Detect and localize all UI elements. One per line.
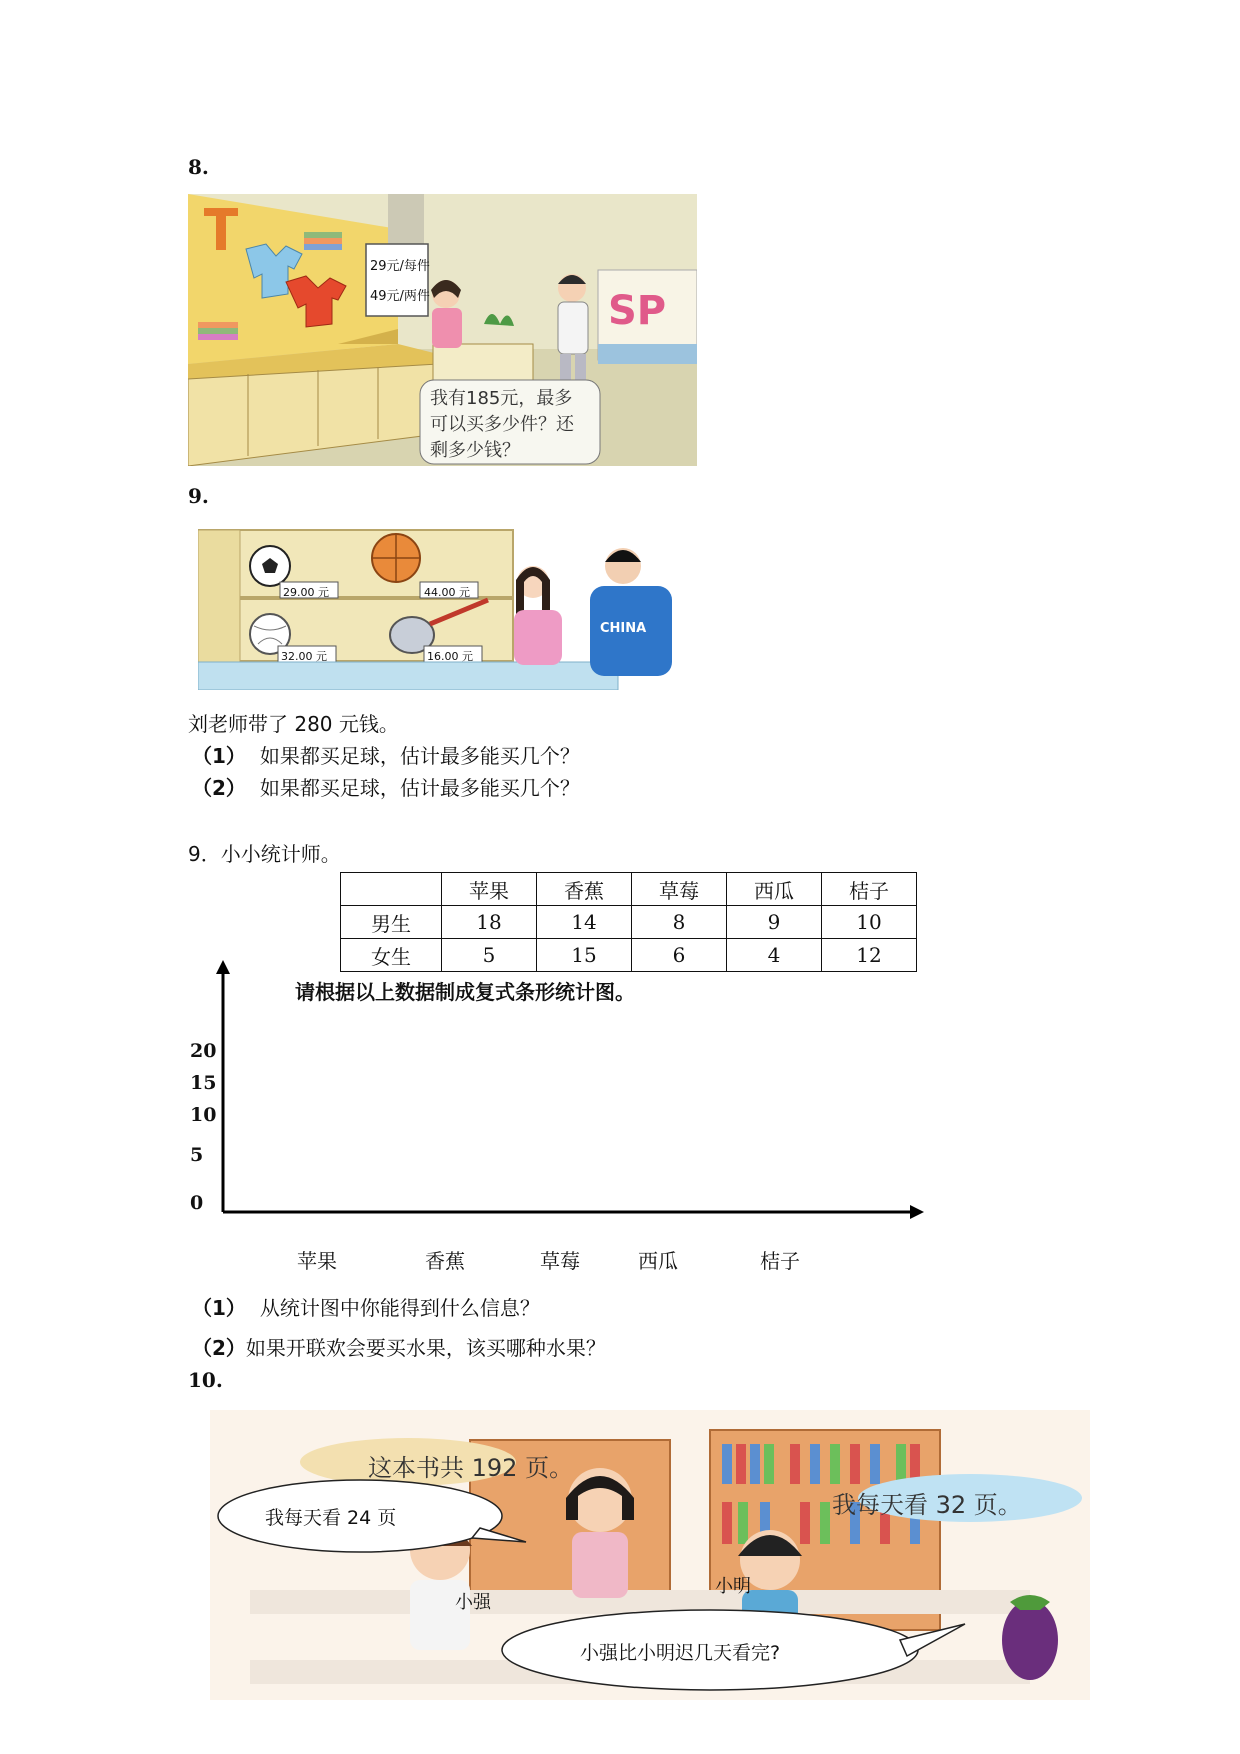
q9b-question-1	[192, 1292, 540, 1321]
table-cell: 12	[822, 939, 917, 972]
question-index: （2）	[192, 1336, 246, 1360]
sign-price-single: 29元/每件	[370, 259, 430, 274]
svg-text:SP: SP	[608, 288, 667, 334]
sports-shop-illustration	[198, 520, 672, 690]
clothing-shop-illustration	[188, 194, 697, 466]
price-tag-football: 29.00 元	[283, 586, 329, 599]
table-cell: 5	[442, 939, 537, 972]
question-10-number: 10.	[188, 1368, 223, 1392]
table-header-cell: 香蕉	[537, 873, 632, 906]
table-cell: 10	[822, 906, 917, 939]
speech-line: 我有185元，最多	[430, 388, 573, 409]
table-header-cell: 西瓜	[727, 873, 822, 906]
table-cell: 18	[442, 906, 537, 939]
table-cell: 15	[537, 939, 632, 972]
question-index: （2）	[192, 776, 246, 800]
sign-price-pair: 49元/两件	[370, 289, 430, 304]
table-cell: 4	[727, 939, 822, 972]
x-category-label: 西瓜	[638, 1249, 678, 1273]
name-label-xiaoqiang: 小强	[455, 1592, 491, 1613]
x-category-label: 草莓	[540, 1249, 580, 1273]
y-tick-label: 5	[190, 1144, 204, 1166]
question-text: 如果开联欢会要买水果，该买哪种水果？	[245, 1336, 606, 1360]
y-tick-label: 15	[190, 1072, 217, 1094]
chart-instruction: 请根据以上数据制成复式条形统计图。	[295, 980, 635, 1004]
x-category-label: 桔子	[760, 1249, 800, 1273]
price-tag-racket: 16.00 元	[427, 650, 473, 663]
table-cell: 9	[727, 906, 822, 939]
y-axis-arrow-icon	[216, 960, 230, 974]
fruit-data-table	[340, 872, 917, 972]
q9-intro-text: 刘老师带了 280 元钱。	[188, 712, 399, 736]
table-header-cell: 草莓	[632, 873, 727, 906]
shirt-logo-text: CHINA	[600, 621, 647, 636]
table-header-cell: 苹果	[442, 873, 537, 906]
q8-speech-bubble	[430, 386, 574, 464]
x-axis-arrow-icon	[910, 1205, 924, 1219]
table-header-cell	[341, 873, 442, 906]
book-pages-bubble: 这本书共 192 页。	[368, 1454, 574, 1482]
table-header-row	[341, 873, 917, 906]
row-label: 女生	[341, 939, 442, 972]
speech-line: 剩多少钱？	[430, 440, 520, 461]
question-text: 如果都买足球，估计最多能买几个？	[259, 776, 580, 800]
x-category-label: 香蕉	[425, 1249, 465, 1273]
question-index: （1）	[192, 1296, 246, 1320]
question-index: （1）	[192, 744, 246, 768]
row-label: 男生	[341, 906, 442, 939]
q9b-title: 9．小小统计师。	[188, 842, 341, 866]
question-8-number: 8.	[188, 155, 209, 179]
right-bubble-text: 我每天看 32 页。	[832, 1491, 1022, 1519]
x-category-label: 苹果	[297, 1249, 337, 1273]
table-cell: 6	[632, 939, 727, 972]
left-bubble-text: 我每天看 24 页	[265, 1507, 397, 1529]
table-cell: 14	[537, 906, 632, 939]
name-label-xiaoming: 小明	[715, 1576, 751, 1597]
q9-question-2	[192, 772, 580, 801]
y-tick-label: 10	[190, 1104, 217, 1126]
question-9-number: 9.	[188, 484, 209, 508]
y-tick-label: 0	[190, 1192, 204, 1214]
question-text: 从统计图中你能得到什么信息？	[259, 1296, 540, 1320]
q9-question-1	[192, 740, 580, 769]
q9b-question-2	[192, 1332, 606, 1361]
speech-line: 可以买多少件？还	[430, 414, 574, 435]
table-cell: 8	[632, 906, 727, 939]
table-row	[341, 906, 917, 939]
question-text: 如果都买足球，估计最多能买几个？	[259, 744, 580, 768]
question-bubble-text: 小强比小明迟几天看完?	[580, 1642, 781, 1664]
price-tag-basketball: 44.00 元	[424, 586, 470, 599]
table-header-cell: 桔子	[822, 873, 917, 906]
y-tick-label: 20	[190, 1040, 217, 1062]
price-tag-volleyball: 32.00 元	[281, 650, 327, 663]
